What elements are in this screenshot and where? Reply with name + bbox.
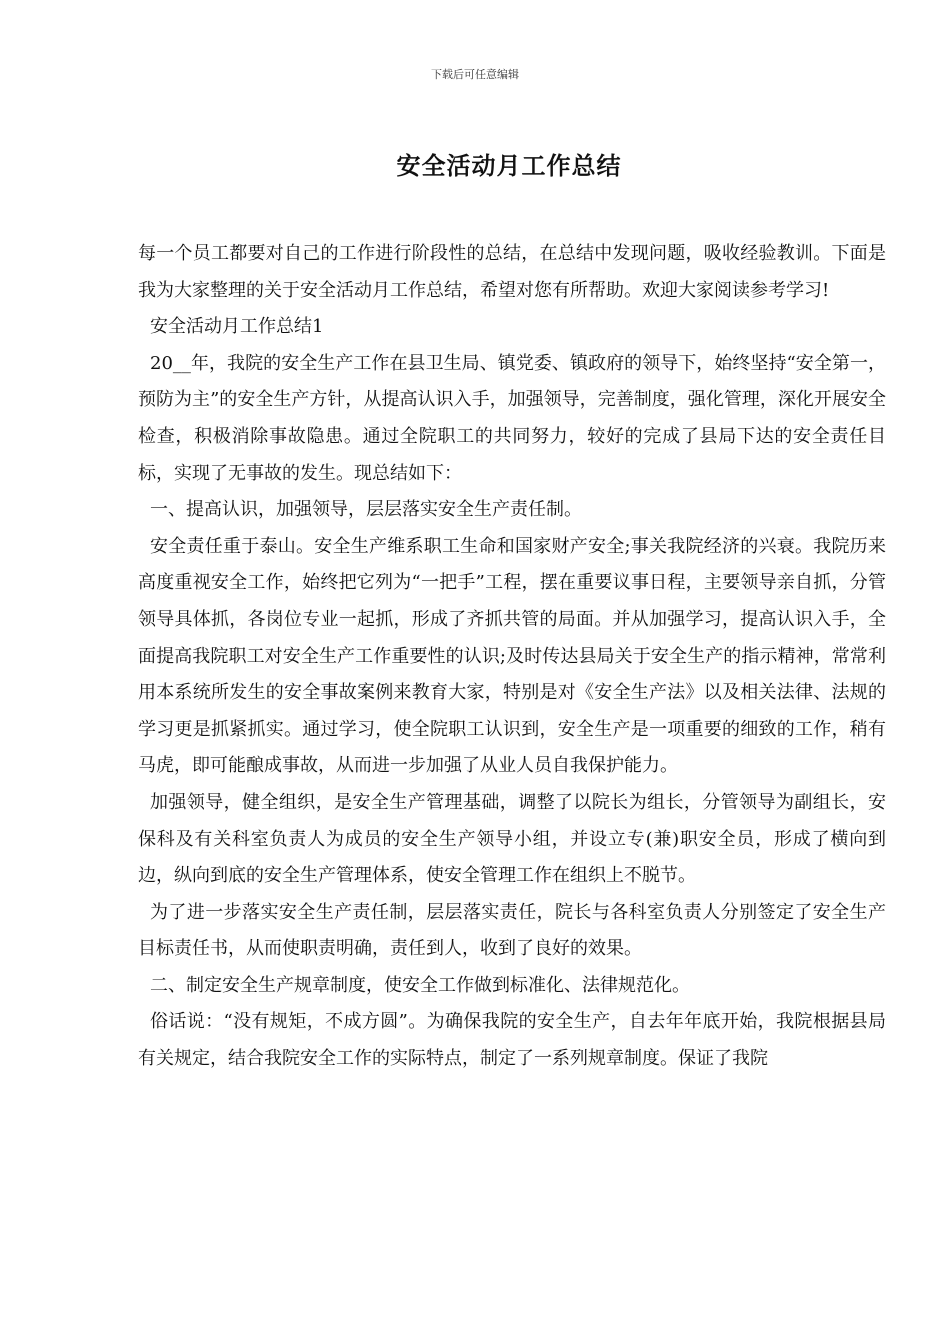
- body-paragraph: 安全责任重于泰山。安全生产维系职工生命和国家财产安全;事关我院经济的兴衰。我院历来高度重视安全工作，始终把它列为“一把手”工程，摆在重要议事日程，主要领导亲自抓，分管领导具体抓，各岗位专业一起抓，形成了齐抓共管的局面。并从加强学习，提高认识入手，全面提高我院职工对安全生产工作重要性的认识;及时传达县局关于安全生产的指示精神，常常利用本系统所发生的安全事故案例来教育大家，特别是对《安全生产法》以及相关法律、法规的学习更是抓紧抓实。通过学习，使全院职工认识到，安全生产是一项重要的细致的工作，稍有马虎，即可能酿成事故，从而进一步加强了从业人员自我保护能力。: [138, 535, 886, 777]
- body-paragraph: 俗话说：“没有规矩，不成方圆”。为确保我院的安全生产，自去年年底开始，我院根据县局有关规定，结合我院安全工作的实际特点，制定了一系列规章制度。保证了我院: [138, 1011, 886, 1070]
- subsection-heading: 二、制定安全生产规章制度，使安全工作做到标准化、法律规范化。: [150, 974, 690, 996]
- document-body: [138, 236, 886, 1078]
- subsection-heading: 一、提高认识，加强领导，层层落实安全生产责任制。: [150, 499, 582, 521]
- document-title: 安全活动月工作总结: [396, 152, 622, 180]
- header-note: 下载后可任意编辑: [431, 68, 519, 81]
- body-paragraph: 为了进一步落实安全生产责任制，层层落实责任，院长与各科室负责人分别签定了安全生产目标责任书，从而使职责明确，责任到人，收到了良好的效果。: [138, 901, 886, 960]
- body-paragraph: 20__年，我院的安全生产工作在县卫生局、镇党委、镇政府的领导下，始终坚持“安全第一，预防为主”的安全生产方针，从提高认识入手，加强领导，完善制度，强化管理，深化开展安全检查，积极消除事故隐患。通过全院职工的共同努力，较好的完成了县局下达的安全责任目标，实现了无事故的发生。现总结如下：: [138, 352, 886, 484]
- body-paragraph: 加强领导，健全组织，是安全生产管理基础，调整了以院长为组长，分管领导为副组长，安保科及有关科室负责人为成员的安全生产领导小组，并设立专(兼)职安全员，形成了横向到边，纵向到底的安全生产管理体系，使安全管理工作在组织上不脱节。: [138, 791, 886, 887]
- section-heading: 安全活动月工作总结1: [150, 316, 324, 338]
- intro-paragraph: 每一个员工都要对自己的工作进行阶段性的总结，在总结中发现问题，吸收经验教训。下面是我为大家整理的关于安全活动月工作总结，希望对您有所帮助。欢迎大家阅读参考学习!: [138, 243, 886, 301]
